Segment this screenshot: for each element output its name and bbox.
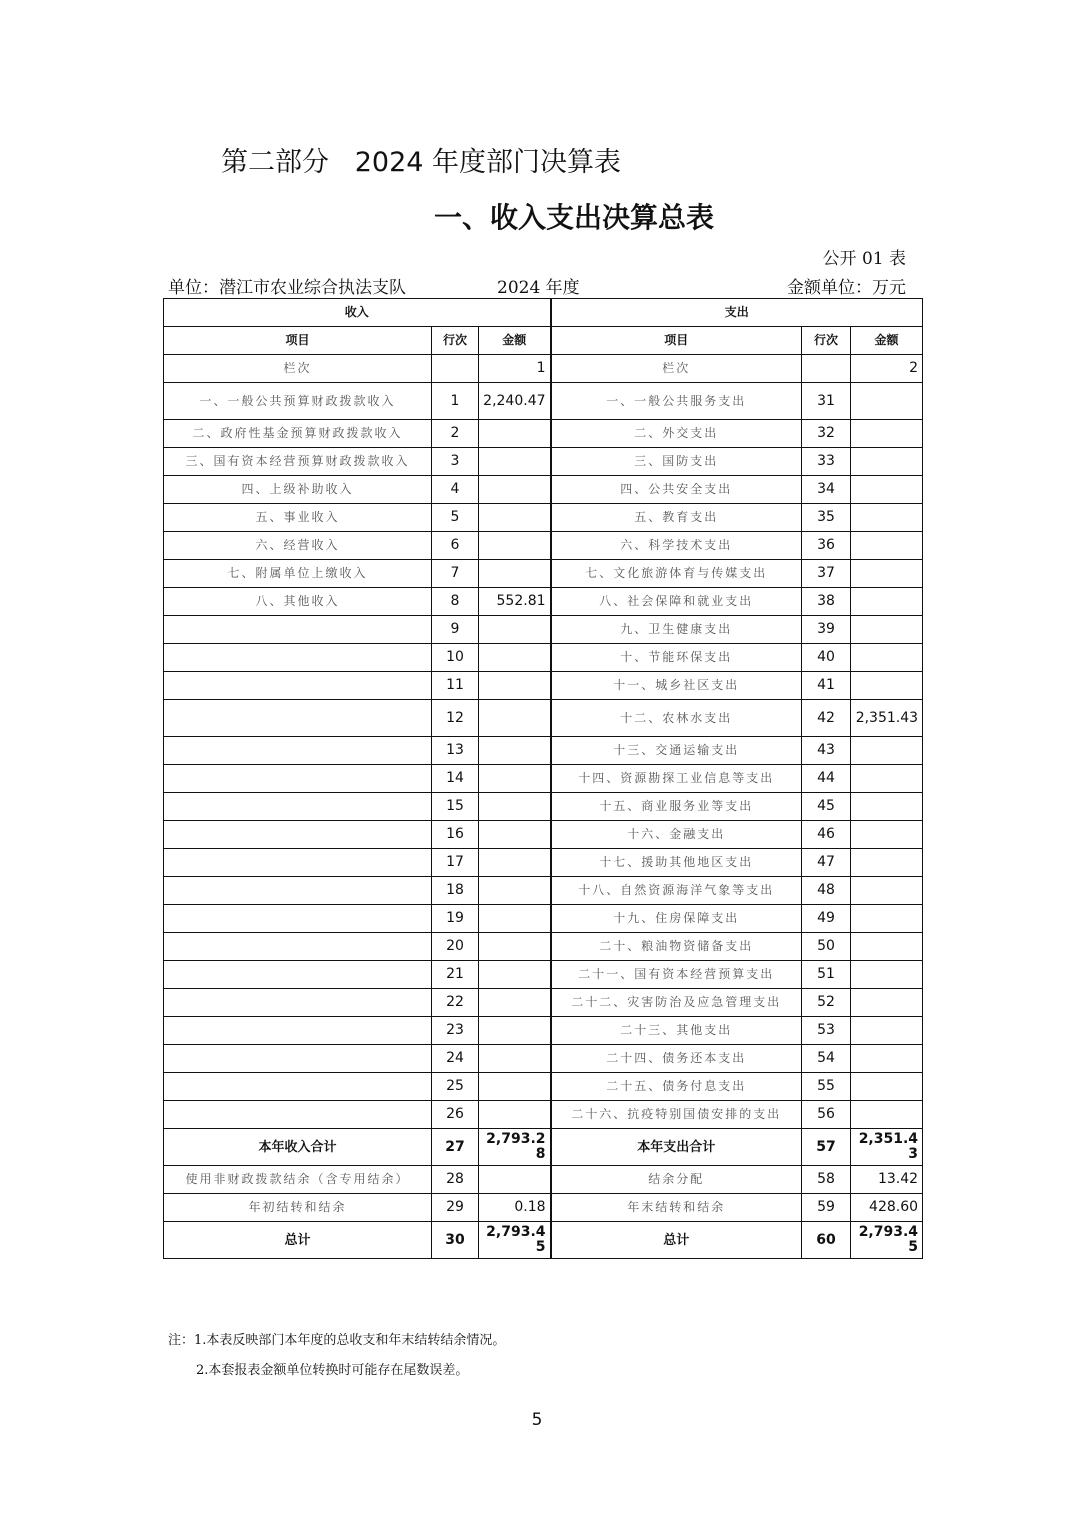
expense-line-cell: 42 (802, 700, 851, 737)
expense-line-cell: 32 (802, 420, 851, 448)
income-amount-cell (479, 821, 551, 849)
expense-item-cell: 十四、资源勘探工业信息等支出 (551, 765, 802, 793)
income-amount-cell (479, 560, 551, 588)
money-unit-label: 金额单位：万元 (787, 278, 906, 298)
income-item-cell: 使用非财政拨款结余（含专用结余） (164, 1166, 432, 1194)
expense-amount-cell (851, 644, 923, 672)
income-item-cell (164, 672, 432, 700)
column-number-row (164, 355, 923, 383)
expense-amount-cell (851, 616, 923, 644)
income-column-number: 1 (479, 355, 551, 383)
part-title: 第二部分 2024 年度部门决算表 (221, 147, 622, 178)
table-row (164, 989, 923, 1017)
income-amount-cell: 2,793.28 (479, 1129, 551, 1166)
expense-line-cell: 46 (802, 821, 851, 849)
table-row (164, 905, 923, 933)
income-item-cell (164, 1045, 432, 1073)
income-line-cell: 7 (432, 560, 479, 588)
income-line-cell: 19 (432, 905, 479, 933)
income-amount-cell: 2,793.45 (479, 1222, 551, 1259)
income-item-cell (164, 1101, 432, 1129)
table-row (164, 672, 923, 700)
income-amount-cell (479, 737, 551, 765)
expense-amount-cell (851, 933, 923, 961)
table-row (164, 420, 923, 448)
expense-item-cell: 二十二、灾害防治及应急管理支出 (551, 989, 802, 1017)
expense-line-cell: 55 (802, 1073, 851, 1101)
income-amount-cell (479, 644, 551, 672)
expense-item-cell: 四、公共安全支出 (551, 476, 802, 504)
table-row (164, 877, 923, 905)
expense-item-cell: 十、节能环保支出 (551, 644, 802, 672)
table-row (164, 504, 923, 532)
table-row (164, 933, 923, 961)
income-line-cell: 14 (432, 765, 479, 793)
expense-item-cell: 十五、商业服务业等支出 (551, 793, 802, 821)
income-amount-cell: 552.81 (479, 588, 551, 616)
income-line-cell: 9 (432, 616, 479, 644)
expense-line-cell: 54 (802, 1045, 851, 1073)
income-line-cell: 26 (432, 1101, 479, 1129)
expense-amount-cell (851, 989, 923, 1017)
expense-amount-cell (851, 877, 923, 905)
income-line-cell: 13 (432, 737, 479, 765)
table-row (164, 1017, 923, 1045)
expense-line-cell: 35 (802, 504, 851, 532)
expense-line-cell: 47 (802, 849, 851, 877)
expense-amount-cell (851, 737, 923, 765)
expense-amount-cell (851, 383, 923, 420)
expense-item-cell: 九、卫生健康支出 (551, 616, 802, 644)
expense-item-header: 项目 (551, 327, 802, 355)
income-line-cell: 6 (432, 532, 479, 560)
expense-item-cell: 二十六、抗疫特别国债安排的支出 (551, 1101, 802, 1129)
expense-amount-cell: 13.42 (851, 1166, 923, 1194)
income-line-cell: 30 (432, 1222, 479, 1259)
income-item-cell: 四、上级补助收入 (164, 476, 432, 504)
table-row (164, 737, 923, 765)
expense-item-cell: 年末结转和结余 (551, 1194, 802, 1222)
year-label: 2024 年度 (497, 278, 580, 298)
income-line-cell: 11 (432, 672, 479, 700)
expense-line-cell: 33 (802, 448, 851, 476)
expense-amount-cell (851, 560, 923, 588)
expense-amount-cell (851, 961, 923, 989)
table-row (164, 588, 923, 616)
income-item-cell (164, 877, 432, 905)
table-row (164, 1045, 923, 1073)
expense-item-cell: 十八、自然资源海洋气象等支出 (551, 877, 802, 905)
income-line-cell: 17 (432, 849, 479, 877)
table-row (164, 1222, 923, 1259)
income-amount-cell (479, 933, 551, 961)
income-amount-cell (479, 504, 551, 532)
income-item-cell (164, 905, 432, 933)
expense-line-cell: 50 (802, 933, 851, 961)
table-row (164, 1166, 923, 1194)
income-item-cell (164, 1017, 432, 1045)
income-line-cell: 21 (432, 961, 479, 989)
expense-line-cell: 52 (802, 989, 851, 1017)
income-item-cell (164, 644, 432, 672)
income-item-cell: 总计 (164, 1222, 432, 1259)
table-title-text: 一、收入支出决算总表 (433, 201, 714, 234)
expense-header: 支出 (551, 299, 923, 327)
expense-item-cell: 十九、住房保障支出 (551, 905, 802, 933)
expense-line-cell: 56 (802, 1101, 851, 1129)
expense-amount-cell (851, 793, 923, 821)
expense-amount-cell (851, 504, 923, 532)
expense-amount-cell (851, 672, 923, 700)
expense-line-cell: 31 (802, 383, 851, 420)
expense-item-cell: 总计 (551, 1222, 802, 1259)
income-line-cell: 12 (432, 700, 479, 737)
income-line-cell: 29 (432, 1194, 479, 1222)
income-item-cell: 七、附属单位上缴收入 (164, 560, 432, 588)
income-amount-cell: 2,240.47 (479, 383, 551, 420)
expense-line-cell: 44 (802, 765, 851, 793)
table-row (164, 793, 923, 821)
table-row (164, 1194, 923, 1222)
expense-item-cell: 三、国防支出 (551, 448, 802, 476)
income-item-cell: 二、政府性基金预算财政拨款收入 (164, 420, 432, 448)
expense-line-cell: 60 (802, 1222, 851, 1259)
table-row (164, 644, 923, 672)
expense-amount-cell (851, 420, 923, 448)
income-item-cell (164, 1073, 432, 1101)
table-row (164, 532, 923, 560)
income-amount-cell (479, 448, 551, 476)
expense-amount-cell (851, 849, 923, 877)
income-amount-cell (479, 700, 551, 737)
income-amount-cell (479, 616, 551, 644)
expense-amount-cell (851, 448, 923, 476)
income-line-cell: 22 (432, 989, 479, 1017)
expense-line-cell: 36 (802, 532, 851, 560)
income-item-header: 项目 (164, 327, 432, 355)
expense-amount-cell (851, 1045, 923, 1073)
expense-amount-cell: 2,793.45 (851, 1222, 923, 1259)
expense-column-line (802, 355, 851, 383)
income-amount-cell (479, 1101, 551, 1129)
expense-item-cell: 二十四、债务还本支出 (551, 1045, 802, 1073)
expense-amount-cell (851, 532, 923, 560)
note-2: 2.本套报表金额单位转换时可能存在尾数误差。 (196, 1363, 469, 1378)
expense-line-cell: 57 (802, 1129, 851, 1166)
income-line-cell: 3 (432, 448, 479, 476)
expense-amount-header: 金额 (851, 327, 923, 355)
expense-item-cell: 二十、粮油物资储备支出 (551, 933, 802, 961)
income-item-cell (164, 616, 432, 644)
expense-item-cell: 十七、援助其他地区支出 (551, 849, 802, 877)
income-line-cell: 2 (432, 420, 479, 448)
expense-item-cell: 十六、金融支出 (551, 821, 802, 849)
income-line-cell: 27 (432, 1129, 479, 1166)
table-row (164, 849, 923, 877)
income-line-cell: 28 (432, 1166, 479, 1194)
income-line-cell: 23 (432, 1017, 479, 1045)
expense-column-label: 栏次 (551, 355, 802, 383)
expense-item-cell: 八、社会保障和就业支出 (551, 588, 802, 616)
expense-line-cell: 51 (802, 961, 851, 989)
table-row (164, 1101, 923, 1129)
income-amount-cell (479, 793, 551, 821)
expense-line-cell: 34 (802, 476, 851, 504)
income-line-cell: 18 (432, 877, 479, 905)
income-item-cell (164, 961, 432, 989)
income-amount-cell (479, 961, 551, 989)
expense-line-header: 行次 (802, 327, 851, 355)
income-item-cell: 三、国有资本经营预算财政拨款收入 (164, 448, 432, 476)
income-amount-cell (479, 989, 551, 1017)
table-row (164, 1073, 923, 1101)
income-amount-cell (479, 905, 551, 933)
income-amount-cell (479, 1073, 551, 1101)
income-amount-cell (479, 849, 551, 877)
unit-label: 单位：潜江市农业综合执法支队 (168, 278, 406, 298)
income-line-cell: 20 (432, 933, 479, 961)
table-title (0, 196, 1074, 236)
expense-item-cell: 二十三、其他支出 (551, 1017, 802, 1045)
expense-item-cell: 五、教育支出 (551, 504, 802, 532)
expense-line-cell: 53 (802, 1017, 851, 1045)
income-line-cell: 4 (432, 476, 479, 504)
expense-line-cell: 41 (802, 672, 851, 700)
expense-item-cell: 十一、城乡社区支出 (551, 672, 802, 700)
income-line-cell: 5 (432, 504, 479, 532)
table-row (164, 961, 923, 989)
expense-line-cell: 39 (802, 616, 851, 644)
expense-amount-cell (851, 821, 923, 849)
expense-amount-cell (851, 905, 923, 933)
income-item-cell (164, 793, 432, 821)
expense-item-cell: 本年支出合计 (551, 1129, 802, 1166)
table-row (164, 383, 923, 420)
income-amount-header: 金额 (479, 327, 551, 355)
table-row (164, 765, 923, 793)
income-amount-cell (479, 1166, 551, 1194)
income-column-label: 栏次 (164, 355, 432, 383)
expense-item-cell: 二、外交支出 (551, 420, 802, 448)
income-item-cell (164, 700, 432, 737)
income-item-cell (164, 821, 432, 849)
expense-item-cell: 结余分配 (551, 1166, 802, 1194)
expense-item-cell: 二十一、国有资本经营预算支出 (551, 961, 802, 989)
expense-amount-cell: 2,351.43 (851, 1129, 923, 1166)
income-amount-cell (479, 420, 551, 448)
expense-line-cell: 45 (802, 793, 851, 821)
expense-amount-cell (851, 476, 923, 504)
section-header-row (164, 299, 923, 327)
income-expense-table (163, 298, 923, 1259)
expense-amount-cell (851, 1017, 923, 1045)
income-amount-cell (479, 765, 551, 793)
expense-amount-cell (851, 1101, 923, 1129)
income-amount-cell (479, 1017, 551, 1045)
income-line-cell: 24 (432, 1045, 479, 1073)
income-line-cell: 1 (432, 383, 479, 420)
income-item-cell (164, 849, 432, 877)
income-item-cell: 一、一般公共预算财政拨款收入 (164, 383, 432, 420)
expense-amount-cell (851, 765, 923, 793)
table-row (164, 560, 923, 588)
column-header-row (164, 327, 923, 355)
expense-line-cell: 58 (802, 1166, 851, 1194)
income-item-cell: 八、其他收入 (164, 588, 432, 616)
income-item-cell (164, 737, 432, 765)
note-1: 注：1.本表反映部门本年度的总收支和年末结转结余情况。 (168, 1333, 506, 1348)
expense-line-cell: 38 (802, 588, 851, 616)
page-number: 5 (531, 1410, 543, 1430)
expense-item-cell: 六、科学技术支出 (551, 532, 802, 560)
expense-line-cell: 40 (802, 644, 851, 672)
expense-item-cell: 七、文化旅游体育与传媒支出 (551, 560, 802, 588)
expense-line-cell: 37 (802, 560, 851, 588)
expense-amount-cell (851, 1073, 923, 1101)
expense-amount-cell: 2,351.43 (851, 700, 923, 737)
income-amount-cell (479, 532, 551, 560)
expense-line-cell: 48 (802, 877, 851, 905)
expense-line-cell: 59 (802, 1194, 851, 1222)
income-amount-cell (479, 476, 551, 504)
expense-item-cell: 十二、农林水支出 (551, 700, 802, 737)
table-row (164, 1129, 923, 1166)
income-line-cell: 8 (432, 588, 479, 616)
income-item-cell: 本年收入合计 (164, 1129, 432, 1166)
expense-line-cell: 49 (802, 905, 851, 933)
table-row (164, 821, 923, 849)
table-number: 公开 01 表 (822, 249, 906, 269)
expense-item-cell: 十三、交通运输支出 (551, 737, 802, 765)
table-row (164, 700, 923, 737)
income-line-cell: 16 (432, 821, 479, 849)
income-item-cell (164, 933, 432, 961)
income-amount-cell (479, 877, 551, 905)
table-row (164, 448, 923, 476)
expense-item-cell: 二十五、债务付息支出 (551, 1073, 802, 1101)
income-header: 收入 (164, 299, 551, 327)
table-row (164, 476, 923, 504)
expense-item-cell: 一、一般公共服务支出 (551, 383, 802, 420)
expense-amount-cell: 428.60 (851, 1194, 923, 1222)
income-line-header: 行次 (432, 327, 479, 355)
table-row (164, 616, 923, 644)
expense-line-cell: 43 (802, 737, 851, 765)
expense-column-number: 2 (851, 355, 923, 383)
income-amount-cell (479, 1045, 551, 1073)
income-item-cell: 五、事业收入 (164, 504, 432, 532)
income-amount-cell (479, 672, 551, 700)
income-line-cell: 25 (432, 1073, 479, 1101)
income-item-cell (164, 765, 432, 793)
income-amount-cell: 0.18 (479, 1194, 551, 1222)
income-line-cell: 15 (432, 793, 479, 821)
income-column-line (432, 355, 479, 383)
income-item-cell: 六、经营收入 (164, 532, 432, 560)
income-item-cell (164, 989, 432, 1017)
income-item-cell: 年初结转和结余 (164, 1194, 432, 1222)
expense-amount-cell (851, 588, 923, 616)
income-line-cell: 10 (432, 644, 479, 672)
